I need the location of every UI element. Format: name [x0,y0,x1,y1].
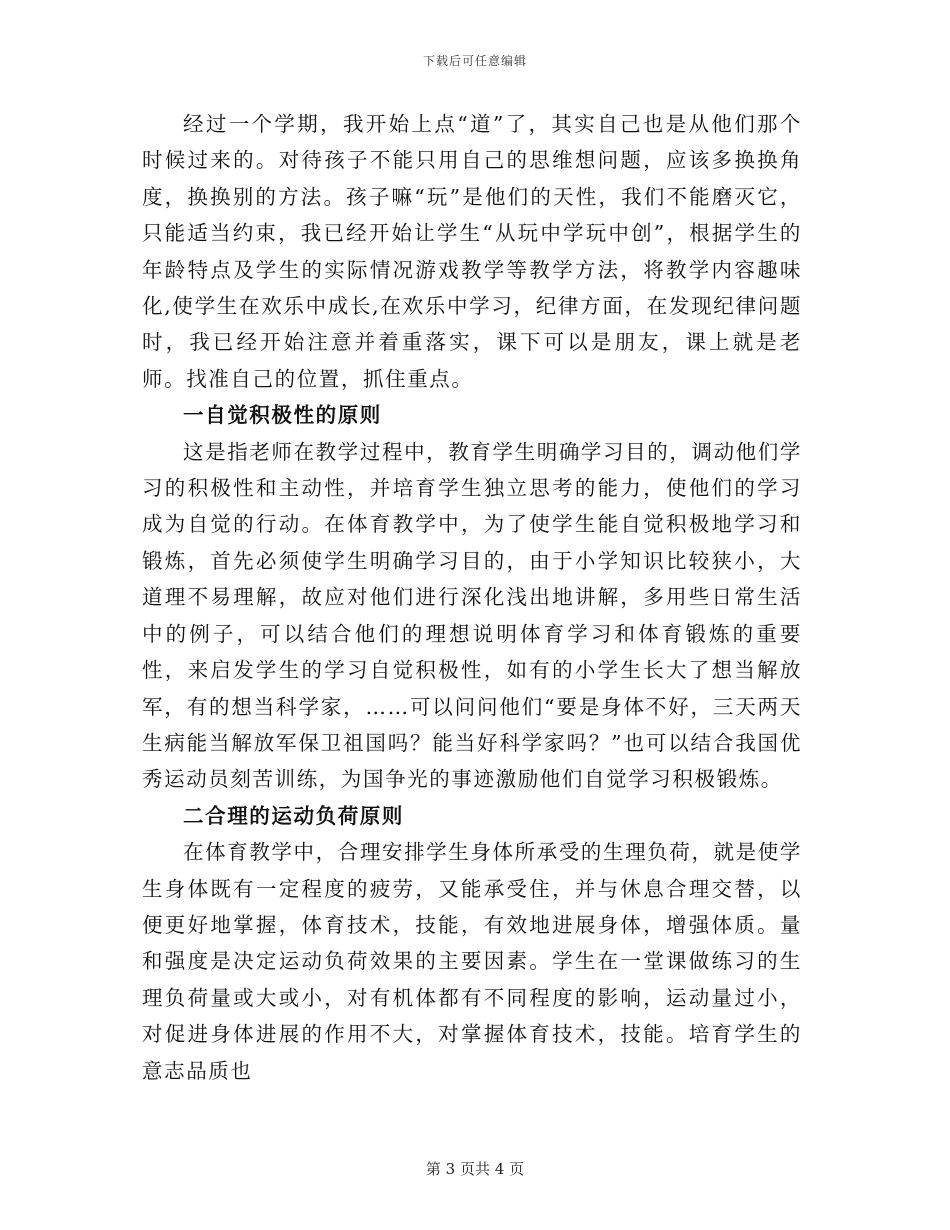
section-heading-1: 一自觉积极性的原则 [183,403,382,428]
page-header: 下载后可任意编辑 [422,54,527,68]
section-heading-2: 二合理的运动负荷原则 [183,803,404,828]
paragraph-load-principle: 在体育教学中，合理安排学生身体所承受的生理负荷，就是使学生身体既有一定程度的疲劳，又能承受住，并与休息合理交替，以便更好地掌握，体育技术，技能，有效地进展身体，增强体质。量和强度是决定运动负荷效果的主要因素。学生在一堂课做练习的生理负荷量或大或小，对有机体都有不同程度的影响，运动量过小，对促进身体进展的作用不大，对掌握体育技术，技能。培育学生的意志品质也 [142,840,802,1083]
paragraph-initiative-principle: 这是指老师在教学过程中，教育学生明确学习目的，调动他们学习的积极性和主动性，并培育学生独立思考的能力，使他们的学习成为自觉的行动。在体育教学中，为了使学生能自觉积极地学习和锻炼，首先必须使学生明确学习目的，由于小学知识比较狭小，大道理不易理解，故应对他们进行深化浅出地讲解，多用些日常生活中的例子，可以结合他们的理想说明体育学习和体育锻炼的重要性，来启发学生的学习自觉积极性，如有的小学生长大了想当解放军，有的想当科学家，……可以问问他们“要是身体不好，三天两天生病能当解放军保卫祖国吗？能当好科学家吗？”也可以结合我国优秀运动员刻苦训练，为国争光的事迹激励他们自觉学习积极锻炼。 [142,439,802,792]
page-footer: 第 3 页共 4 页 [425,1160,525,1178]
document-body [142,106,802,1089]
paragraph-reflection: 经过一个学期，我开始上点“道”了，其实自己也是从他们那个时候过来的。对待孩子不能只用自己的思维想问题，应该多换换角度，换换别的方法。孩子嘛“玩”是他们的天性，我们不能磨灭它，只能适当约束，我已经开始让学生“从玩中学玩中创”，根据学生的年龄特点及学生的实际情况游戏教学等教学方法，将教学内容趣味化,使学生在欢乐中成长,在欢乐中学习，纪律方面，在发现纪律问题时，我已经开始注意并着重落实，课下可以是朋友，课上就是老师。找准自己的位置，抓住重点。 [142,112,802,391]
